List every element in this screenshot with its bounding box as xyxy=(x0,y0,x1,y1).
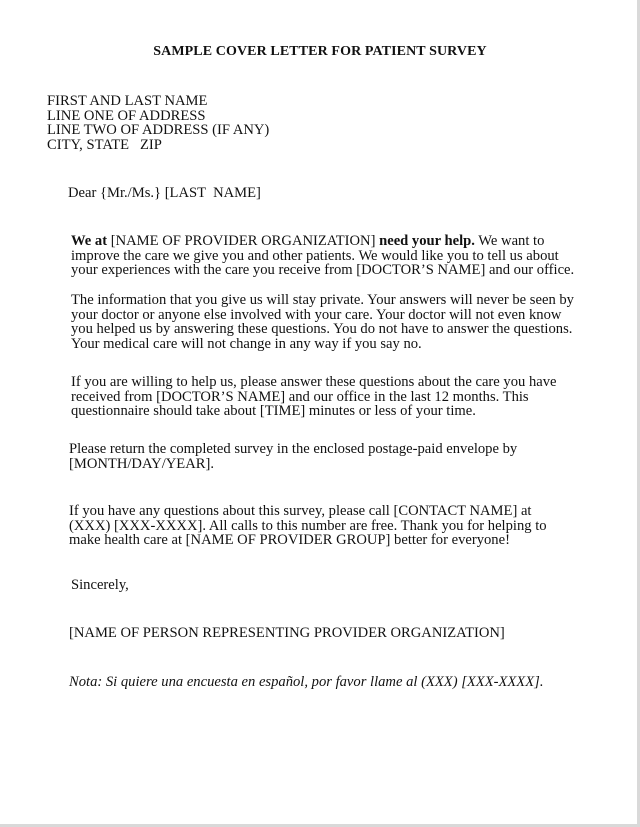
address-line: LINE TWO OF ADDRESS (IF ANY) xyxy=(47,122,270,139)
paragraph-line: improve the care we give you and other patients. We would like you to tell us about xyxy=(71,247,559,264)
salutation: Dear {Mr./Ms.} [LAST NAME] xyxy=(68,185,261,201)
paragraph-line: questionnaire should take about [TIME] minutes or less of your time. xyxy=(71,403,476,420)
recipient-address xyxy=(47,94,269,152)
address-line: CITY, STATE ZIP xyxy=(47,136,162,153)
page-title: SAMPLE COVER LETTER FOR PATIENT SURVEY xyxy=(153,44,487,59)
paragraph-return xyxy=(69,442,589,471)
paragraph-line: your doctor or anyone else involved with your care. Your doctor will not even know xyxy=(71,306,562,323)
closing: Sincerely, xyxy=(71,577,129,593)
paragraph-line: make health care at [NAME OF PROVIDER GROUP] better for everyone! xyxy=(69,532,510,549)
paragraph-privacy xyxy=(71,293,591,351)
signer-name: [NAME OF PERSON REPRESENTING PROVIDER ORGANIZATION] xyxy=(69,625,505,641)
paragraph-line: If you are willing to help us, please answer these questions about the care you have xyxy=(71,374,557,390)
bold-lead: We at xyxy=(71,233,108,249)
paragraph-line: (XXX) [XXX-XXXX]. All calls to this number are free. Thank you for helping to xyxy=(69,517,547,534)
paragraph-line: received from [DOCTOR’S NAME] and our office in the last 12 months. This xyxy=(71,388,529,405)
paragraph-line: Please return the completed survey in the enclosed postage-paid envelope by xyxy=(69,441,518,457)
spanish-note: Nota: Si quiere una encuesta en español, por favor llame al (XXX) [XXX-XXXX]. xyxy=(69,674,544,690)
paragraph-line xyxy=(71,234,591,249)
paragraph-request xyxy=(71,375,591,419)
line-rest: We want to xyxy=(474,233,545,249)
paragraph-contact xyxy=(69,504,589,548)
paragraph-line: Your medical care will not change in any way if you say no. xyxy=(71,335,422,352)
paragraph-line: [MONTH/DAY/YEAR]. xyxy=(69,455,214,472)
paragraph-line: The information that you give us will stay private. Your answers will never be seen by xyxy=(71,292,574,308)
bold-help: need your help. xyxy=(379,233,475,249)
address-line: LINE ONE OF ADDRESS xyxy=(47,107,206,124)
paragraph-line: If you have any questions about this survey, please call [CONTACT NAME] at xyxy=(69,503,532,519)
address-line: FIRST AND LAST NAME xyxy=(47,93,208,109)
org-placeholder: [NAME OF PROVIDER ORGANIZATION] xyxy=(107,233,380,249)
paragraph-intro xyxy=(71,234,591,278)
paragraph-line: your experiences with the care you receive from [DOCTOR’S NAME] and our office. xyxy=(71,262,575,279)
paragraph-line: you helped us by answering these questions. You do not have to answer the questions. xyxy=(71,321,573,338)
